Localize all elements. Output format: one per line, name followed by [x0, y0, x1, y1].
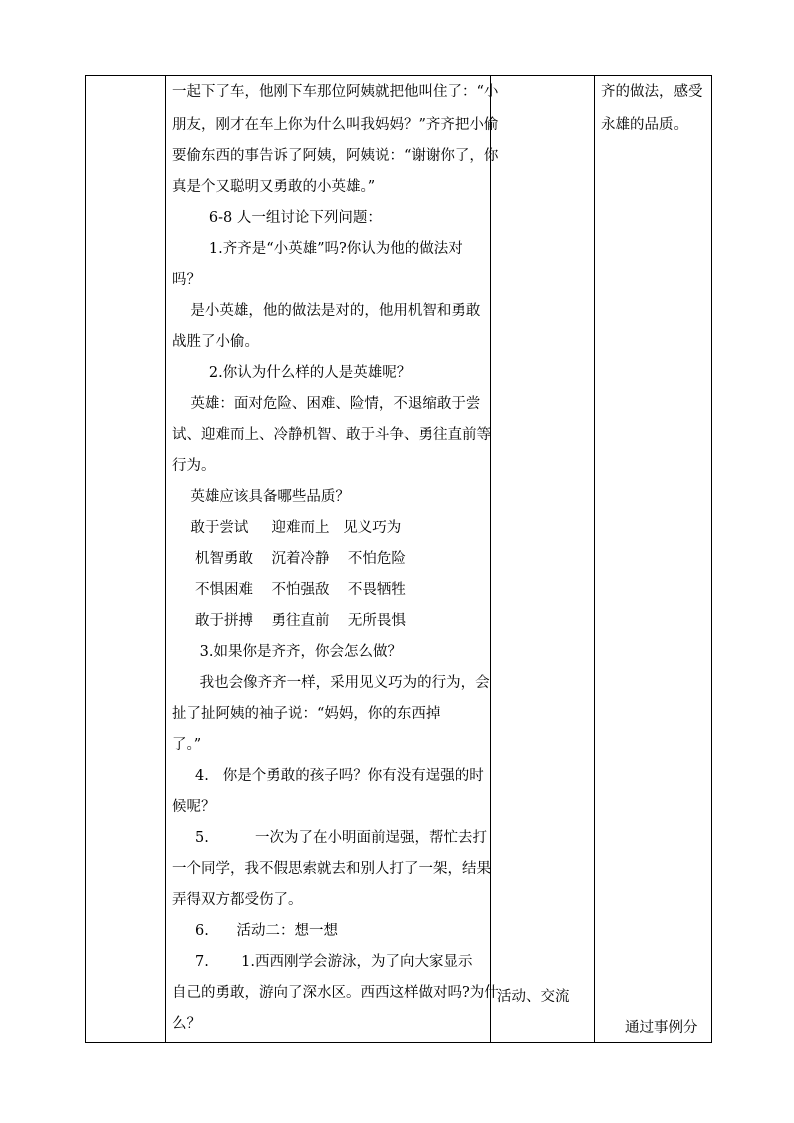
- lesson-table: [85, 75, 712, 1043]
- content-line: 一个同学，我不假思索就去和别人打了一架，结果: [172, 861, 491, 877]
- content-line: 么？: [172, 1016, 201, 1032]
- content-line: 敢于拼搏 勇往直前 无所畏惧: [172, 613, 406, 629]
- content-line: 了。”: [172, 737, 202, 753]
- content-line: 6-8 人一组讨论下列问题：: [172, 210, 382, 226]
- content-line: 真是个又聪明又勇敢的小英雄。”: [172, 179, 376, 195]
- content-line: 战胜了小偷。: [172, 334, 259, 350]
- content-line: 不惧困难 不怕强敌 不畏牺牲: [172, 582, 406, 598]
- content-line: 行为。: [172, 458, 216, 474]
- content-line: 5. 一次为了在小明面前逞强，帮忙去打: [172, 830, 487, 846]
- content-line: 自己的勇敢，游向了深水区。西西这样做对吗?为什: [172, 985, 499, 1001]
- content-line: 英雄应该具备哪些品质？: [172, 489, 350, 505]
- content-line: 1.齐齐是“小英雄”吗?你认为他的做法对: [172, 241, 463, 257]
- intent-line: 永雄的品质。: [601, 117, 688, 133]
- content-line: 候呢？: [172, 799, 216, 815]
- content-line: 4. 你是个勇敢的孩子吗？你有没有逞强的时: [172, 768, 484, 784]
- content-line: 是小英雄，他的做法是对的，他用机智和勇敢: [172, 303, 481, 319]
- intent-line: 齐的做法，感受: [601, 84, 703, 100]
- design-intent-cell: [595, 76, 712, 1043]
- content-line: 6. 活动二：想一想: [172, 923, 339, 939]
- table-row: [86, 76, 712, 1043]
- activity-text: 活动、交流: [497, 989, 570, 1005]
- lesson-content-cell: [166, 76, 499, 1043]
- content-line: 一起下了车，他刚下车那位阿姨就把他叫住了：“小: [172, 84, 499, 100]
- intent-line: 通过事例分: [625, 1020, 698, 1036]
- content-line: 吗？: [172, 272, 201, 288]
- content-line: 试、迎难而上、冷静机智、敢于斗争、勇往直前等: [172, 427, 491, 443]
- content-line: 敢于尝试 迎难而上 见义巧为: [172, 520, 402, 536]
- content-line: 要偷东西的事告诉了阿姨，阿姨说：“谢谢你了，你: [172, 148, 499, 164]
- content-line: 扯了扯阿姨的袖子说：“妈妈，你的东西掉: [172, 706, 441, 722]
- content-line: 机智勇敢 沉着冷静 不怕危险: [172, 551, 406, 567]
- student-activity-cell: [491, 76, 595, 1043]
- content-line: 3.如果你是齐齐，你会怎么做？: [172, 644, 402, 660]
- blank-column-cell: [86, 76, 166, 1043]
- content-line: 我也会像齐齐一样，采用见义巧为的行为，会: [172, 675, 490, 691]
- content-line: 英雄：面对危险、困难、险情，不退缩敢于尝: [172, 396, 481, 412]
- content-line: 7. 1.西西刚学会游泳，为了向大家显示: [172, 954, 473, 970]
- content-line: 朋友，刚才在车上你为什么叫我妈妈？”齐齐把小偷: [172, 117, 499, 133]
- content-line: 2.你认为什么样的人是英雄呢？: [172, 365, 412, 381]
- content-line: 弄得双方都受伤了。: [172, 892, 303, 908]
